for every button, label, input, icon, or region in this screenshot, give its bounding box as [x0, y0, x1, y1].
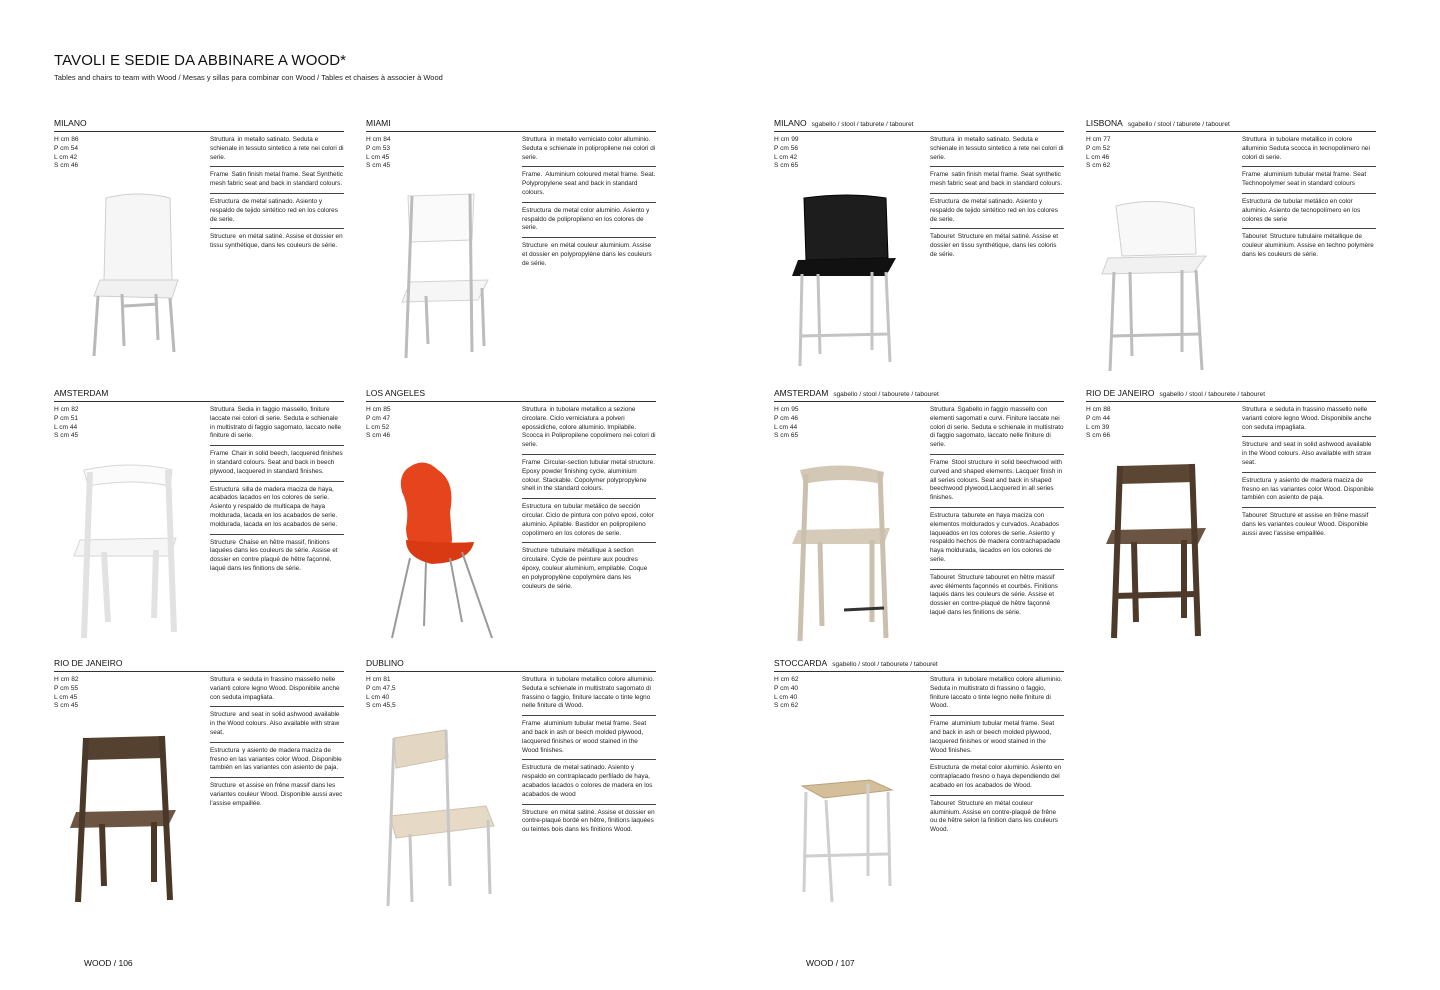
product-card — [1086, 388, 1376, 643]
description-text: de metal satinado. Asiento y respaldo de tejido sintético red en los colores de serie. — [210, 197, 338, 223]
product-card — [774, 118, 1064, 373]
product-card — [1086, 118, 1376, 373]
dimension-row: L cm 45 — [366, 153, 390, 161]
description-label: Structure — [522, 242, 548, 250]
description-label: Structure — [210, 233, 236, 241]
description-label: Estructura — [522, 764, 552, 772]
description-label: Struttura — [522, 136, 547, 143]
product-photo — [366, 716, 516, 911]
product-name — [1086, 388, 1265, 398]
dimension-row: L cm 44 — [774, 423, 798, 431]
description-text: de metal color aluminio. Asiento en contraplacado fresno o haya dependiendo del acabado en los acabados de Wood. — [930, 764, 1062, 789]
description-block — [1242, 406, 1376, 437]
product-name — [54, 388, 108, 398]
description-text: aluminium tubular metal frame. Seat and back in ash or beech molded plywood, lacquered finishes or wood stained in the Wood finishes. — [522, 720, 647, 754]
description-block — [210, 233, 344, 255]
product-type-subtitle: sgabello / stool / tabourete / tabouret — [832, 661, 938, 668]
description-block — [930, 233, 1064, 263]
description-text: Chair in solid beech, lacquered finishes in standard colours. Seat and back in beech plywood, lacquered in standard finishes. — [210, 450, 343, 475]
description-text: y asiento de madera maciza de fresno en las variantes color Wood. Disponible también con asiento de paja. — [1242, 476, 1374, 502]
dimension-row: S cm 65 — [774, 432, 799, 440]
description-block — [930, 676, 1064, 716]
description-label: Structure — [210, 538, 236, 546]
dimensions-list — [54, 676, 79, 711]
dimensions-list — [774, 406, 799, 441]
dimension-row: S cm 45 — [54, 702, 79, 710]
description-text: satin finish metal frame. Seat synthetic mesh fabric seat and back in standard colours. — [930, 171, 1063, 188]
product-name-text: AMSTERDAM — [774, 388, 829, 398]
dimension-row: P cm 47,5 — [366, 684, 396, 692]
description-block — [930, 198, 1064, 229]
description-text: Sgabello in faggio massello con elementi sagomati e curvi. Finiture laccate nei colori di serie. Seduta e schienale in multistrato di faggio sagomato, laccato nelle finiture di serie. — [930, 406, 1064, 449]
product-photo — [366, 176, 516, 371]
description-text: Circular-section tubular metal structure. Epoxy powder finishing cycle, aluminium colour. Stackable. Copolymer polypropylene shell in the standard colours. — [522, 458, 655, 493]
description-label: Structure — [210, 711, 236, 719]
product-name — [54, 118, 87, 128]
product-name-text: MILANO — [774, 118, 807, 128]
product-photo — [1086, 176, 1236, 371]
description-label: Estructura — [930, 511, 960, 519]
description-label: Tabouret — [930, 233, 955, 241]
dimension-row: L cm 42 — [774, 153, 798, 161]
dimension-row: H cm 82 — [54, 676, 79, 683]
description-column — [210, 136, 344, 259]
description-block — [1242, 441, 1376, 472]
folio-right: WOOD / 107 — [806, 958, 855, 968]
description-block — [522, 547, 656, 595]
dimensions-list — [366, 136, 391, 171]
description-text: en métal couleur aluminium. Assise et dossier en polypropylène dans les couleurs de série. — [522, 242, 652, 267]
description-label: Estructura — [1242, 476, 1272, 484]
dimension-row: S cm 45 — [366, 162, 391, 170]
product-card — [774, 658, 1064, 913]
description-block — [930, 720, 1064, 760]
description-label: Tabouret — [1242, 512, 1267, 520]
product-name — [774, 388, 939, 398]
description-block — [210, 676, 344, 707]
product-photo — [54, 176, 204, 371]
description-block — [522, 406, 656, 455]
description-text: Aluminium coloured metal frame. Seat. Polypropylene seat and back in standard colours. — [522, 171, 656, 196]
dimension-row: P cm 54 — [54, 144, 79, 152]
dimension-row: H cm 95 — [774, 406, 799, 413]
divider — [774, 401, 1064, 402]
description-block — [210, 747, 344, 778]
description-column — [522, 406, 656, 599]
product-name — [366, 658, 404, 668]
dimension-row: L cm 40 — [366, 693, 390, 701]
description-label: Frame — [210, 171, 229, 179]
product-photo — [774, 176, 924, 371]
product-photo — [774, 446, 924, 641]
description-text: Sedia in faggio massello, finiture laccate nei colori di serie. Seduta e schienale in multistrato di faggio sagomato, laccato nelle finiture di serie. — [210, 406, 342, 440]
description-text: and seat in solid ashwood available in the Wood colours. Also available with straw seat. — [210, 711, 340, 736]
description-text: et assise en frêne massif dans les variantes couleur Wood. Disponible aussi avec l'assise empaillée. — [210, 782, 343, 807]
description-column — [522, 676, 656, 843]
description-text: tubulaire métallique à section circulaire. Cycle de peinture aux poudres époxy, couleur aluminium, empilable. Coque en polypropylène copolymère dans les couleurs de série. — [522, 547, 648, 590]
description-text: y asiento de madera maciza de fresno en las variantes color Wood. Disponible también en las variantes con asiento de paja. — [210, 746, 342, 772]
description-text: in metallo verniciato color alluminio. Seduta e schienale in polipropilene nei colori di serie. — [522, 136, 656, 161]
description-label: Frame — [930, 720, 949, 728]
product-card — [366, 658, 656, 913]
description-text: in tubolare metallico colore alluminio. Seduta e schienale in multistrato sagomato di frassino o faggio, finiture laccate o tinte legno nelle finiture di Wood. — [522, 676, 655, 710]
product-name — [774, 118, 914, 128]
dimension-row: H cm 99 — [774, 136, 799, 143]
description-text: in metallo satinato. Seduta e schienale in tessuto sintetico a rete nei colori di serie. — [930, 136, 1064, 161]
description-block — [1242, 136, 1376, 167]
product-type-subtitle: sgabello / stool / taburete / tabouret — [811, 121, 914, 128]
description-label: Struttura — [210, 406, 235, 413]
description-block — [522, 242, 656, 272]
description-text: de metal color aluminio. Asiento y respaldo de polipropileno en los colores de serie. — [522, 206, 650, 232]
dimension-row: L cm 44 — [54, 423, 78, 431]
dimension-row: S cm 65 — [774, 162, 799, 170]
description-column — [1242, 406, 1376, 547]
divider — [366, 401, 656, 402]
description-block — [210, 198, 344, 229]
dimension-row: L cm 52 — [366, 423, 390, 431]
description-block — [1242, 198, 1376, 229]
dimension-row: S cm 46 — [54, 162, 79, 170]
description-label: Estructura — [210, 746, 240, 754]
folio-left: WOOD / 106 — [84, 958, 133, 968]
dimension-row: S cm 62 — [774, 702, 799, 710]
description-block — [210, 136, 344, 167]
product-name-text: DUBLINO — [366, 658, 404, 668]
dimensions-list — [366, 676, 396, 711]
description-label: Structure — [522, 808, 548, 816]
description-block — [522, 676, 656, 716]
description-text: en tubular metálico de sección circular. Ciclo de pintura con polvo epoxi, color aluminio. Apilable. Bastidor en polipropileno copolímero en los colores de serie. — [522, 503, 654, 537]
description-column — [522, 136, 656, 277]
description-label: Structure — [210, 782, 236, 790]
description-block — [1242, 171, 1376, 194]
description-text: de tubular metálico en color aluminio. Asiento de tecnopolímero en los colores de serie — [1242, 197, 1361, 223]
description-label: Frame — [210, 450, 229, 458]
product-photo — [774, 716, 924, 911]
description-label: Frame — [522, 458, 541, 466]
dimension-row: S cm 46 — [366, 432, 391, 440]
description-block — [930, 459, 1064, 508]
divider — [366, 131, 656, 132]
description-block — [522, 171, 656, 202]
description-label: Structure — [522, 547, 548, 555]
divider — [54, 401, 344, 402]
product-photo — [54, 446, 204, 641]
dimension-row: S cm 45,5 — [366, 702, 396, 710]
description-text: Structure et assise en frêne massif dans les variantes couleur Wood. Disponible aussi avec l'assise empaillée. — [1242, 512, 1369, 537]
dimension-row: L cm 45 — [54, 693, 78, 701]
divider — [774, 131, 1064, 132]
description-text: Chaise en hêtre massif, finitions laquées dans les couleurs de série. Assise et dossier en contre plaqué de hêtre façonné, laqué dans les finitions de série. — [210, 538, 338, 572]
dimension-row: H cm 84 — [366, 136, 391, 143]
product-photo — [1086, 446, 1236, 641]
description-block — [1242, 233, 1376, 263]
description-label: Estructura — [210, 197, 240, 205]
product-card — [54, 118, 344, 373]
description-text: Structure en métal couleur aluminium. Assise en contre-plaqué de frêne ou de hêtre selon la finition dans les couleurs Wood. — [930, 799, 1058, 834]
description-block — [522, 720, 656, 760]
divider — [1086, 131, 1376, 132]
description-label: Estructura — [930, 197, 960, 205]
dimensions-list — [1086, 136, 1111, 171]
description-block — [522, 136, 656, 167]
description-text: e seduta in frassino massello nelle varianti colore legno Wood. Disponibile anche con seduta impagliata. — [210, 676, 340, 701]
product-type-subtitle: sgabello / stool / tabourete / tabouret — [1159, 391, 1265, 398]
dimension-row: P cm 46 — [774, 414, 799, 422]
description-label: Struttura — [522, 676, 547, 683]
description-block — [210, 171, 344, 194]
dimension-row: S cm 45 — [54, 432, 79, 440]
product-card — [54, 388, 344, 643]
description-block — [210, 711, 344, 742]
description-block — [930, 406, 1064, 455]
description-label: Tabouret — [930, 573, 955, 581]
dimension-row: P cm 44 — [1086, 414, 1111, 422]
description-block — [930, 512, 1064, 570]
description-label: Estructura — [522, 503, 552, 511]
dimension-row: H cm 81 — [366, 676, 391, 683]
description-label: Struttura — [1242, 406, 1267, 413]
description-block — [930, 574, 1064, 622]
description-label: Estructura — [522, 206, 552, 214]
description-label: Struttura — [210, 136, 235, 143]
dimension-row: H cm 82 — [54, 406, 79, 413]
dimensions-list — [54, 406, 79, 441]
dimensions-list — [1086, 406, 1111, 441]
description-column — [930, 136, 1064, 268]
dimension-row: P cm 40 — [774, 684, 799, 692]
description-column — [930, 406, 1064, 626]
description-text: Structure en métal satiné. Assise et dossier en tissu synthétique, dans les coloris de série. — [930, 233, 1059, 258]
description-label: Struttura — [930, 136, 955, 143]
description-text: aluminium tubular metal frame. Seat and back in ash or beech molded plywood, lacquered finishes or wood stained in the Wood finishes. — [930, 720, 1055, 754]
product-card — [54, 658, 344, 913]
description-text: Structure tabouret en hêtre massif avec éléments façonnés et courbés. Finitions laqués dans les couleurs de série. Assise et dossier en contre-plaqué de hêtre façonné laqué dans les finitions de série. — [930, 573, 1058, 616]
product-name — [366, 388, 425, 398]
product-name-text: LOS ANGELES — [366, 388, 426, 398]
product-card — [774, 388, 1064, 643]
dimensions-list — [774, 676, 799, 711]
product-name-text: RIO DE JANEIRO — [1086, 388, 1155, 398]
description-label: Struttura — [930, 406, 955, 413]
description-block — [522, 503, 656, 543]
product-name-text: RIO DE JANEIRO — [54, 658, 123, 668]
description-block — [522, 459, 656, 499]
description-label: Frame. — [522, 171, 543, 179]
dimension-row: P cm 51 — [54, 414, 79, 422]
description-label: Frame — [1242, 171, 1261, 179]
description-label: Tabouret — [930, 799, 955, 807]
divider — [54, 671, 344, 672]
description-label: Struttura — [210, 676, 235, 683]
description-block — [1242, 512, 1376, 542]
description-label: Estructura — [210, 485, 240, 493]
dimension-row: P cm 47 — [366, 414, 391, 422]
page-subtitle: Tables and chairs to team with Wood / Mesas y sillas para combinar con Wood / Tables et chaises à associer à Wood — [54, 73, 443, 82]
description-column — [1242, 136, 1376, 268]
description-label: Estructura — [1242, 197, 1272, 205]
product-name-text: STOCCARDA — [774, 658, 828, 668]
description-text: in tubolare metallico in colore alluminio Seduta scocca in tecnopolimero nei colori di serie. — [1242, 136, 1370, 161]
description-label: Struttura — [1242, 136, 1267, 143]
description-text: aluminium tubular metal frame. Seat Technopolymer seat in standard colours — [1242, 171, 1367, 188]
description-label: Frame — [522, 720, 541, 728]
dimension-row: P cm 55 — [54, 684, 79, 692]
description-text: Stool structure in solid beechwood with curved and shaped elements. Lacquer finish in all series colours. Seat and back in shaped beechwood plywood,Lacquered in all series finishes. — [930, 458, 1063, 502]
product-name — [366, 118, 391, 128]
dimensions-list — [774, 136, 799, 171]
description-block — [522, 809, 656, 839]
description-block — [522, 764, 656, 804]
dimension-row: H cm 88 — [1086, 406, 1111, 413]
description-label: Structure — [1242, 441, 1268, 449]
dimension-row: P cm 52 — [1086, 144, 1111, 152]
dimension-row: H cm 86 — [54, 136, 79, 143]
description-block — [522, 207, 656, 238]
dimension-row: L cm 40 — [774, 693, 798, 701]
description-text: and seat in solid ashwood available in the Wood colours. Also available with straw seat. — [1242, 441, 1372, 466]
description-block — [930, 764, 1064, 795]
dimension-row: H cm 77 — [1086, 136, 1111, 143]
description-label: Struttura — [522, 406, 547, 413]
description-block — [1242, 477, 1376, 508]
dimension-row: L cm 42 — [54, 153, 78, 161]
divider — [366, 671, 656, 672]
product-card — [366, 118, 656, 373]
description-block — [930, 136, 1064, 167]
description-block — [210, 406, 344, 446]
dimension-row: L cm 46 — [1086, 153, 1110, 161]
description-block — [930, 800, 1064, 839]
page-title: TAVOLI E SEDIE DA ABBINARE A WOOD* — [54, 52, 347, 69]
description-text: silla de madera maciza de haya, acabados lacados en los colores de serie. Asiento y respaldo de multicapa de haya moldurada, lacada en los acabados de serie. moldurada, lacada en los acabados de serie. — [210, 485, 338, 528]
description-label: Frame — [930, 171, 949, 179]
dimensions-list — [366, 406, 391, 441]
description-text: Structure tubulaire métallique de couleur aluminium. Assise en techno polymère dans les couleurs de série. — [1242, 233, 1374, 258]
description-block — [210, 486, 344, 535]
description-text: de metal satinado. Asiento y respaldo de tejido sintético red en los colores de serie. — [930, 197, 1058, 223]
dimension-row: S cm 62 — [1086, 162, 1111, 170]
description-column — [930, 676, 1064, 843]
description-text: taburete en haya maciza con elementos moldurados y curvados. Acabados laqueados en los colores de serie. Asiento y respaldo hechos de madera contrachapadade haya moldurada, lacados en los colores de serie. — [930, 511, 1061, 563]
product-type-subtitle: sgabello / stool / taburete / tabouret — [1127, 121, 1230, 128]
product-card — [366, 388, 656, 643]
description-block — [210, 450, 344, 481]
product-name-text: MILANO — [54, 118, 87, 128]
product-photo — [366, 446, 516, 641]
product-name — [54, 658, 122, 668]
dimension-row: S cm 66 — [1086, 432, 1111, 440]
product-type-subtitle: sgabello / stool / tabourete / tabouret — [833, 391, 939, 398]
description-label: Frame — [930, 458, 949, 466]
dimension-row: P cm 56 — [774, 144, 799, 152]
product-name-text: LISBONA — [1086, 118, 1123, 128]
description-block — [930, 171, 1064, 194]
product-name — [1086, 118, 1230, 128]
divider — [54, 131, 344, 132]
dimension-row: L cm 39 — [1086, 423, 1110, 431]
divider — [774, 671, 1064, 672]
description-text: in tubolare metallico colore alluminio. Seduta in multistrato di frassino o faggio, finiture laccato o tinte legno nelle finiture di Wood. — [930, 676, 1063, 710]
dimension-row: H cm 85 — [366, 406, 391, 413]
description-text: en métal satiné. Assise et dossier en contre-plaqué bordé en hêtre, finitions laquées ou teintes bois dans les finitions Wood. — [522, 808, 655, 834]
product-name-text: AMSTERDAM — [54, 388, 109, 398]
divider — [1086, 401, 1376, 402]
dimension-row: H cm 62 — [774, 676, 799, 683]
dimension-row: P cm 53 — [366, 144, 391, 152]
dimensions-list — [54, 136, 79, 171]
description-text: en métal satiné. Assise et dossier en tissu synthétique, dans les couleurs de série. — [210, 233, 343, 250]
description-text: in tubolare metallico a sezione circolare. Ciclo verniciatura a polveri epossidiche, colore alluminio. Impilabile. Scocca in Polipropilene copolimero nei colori di serie. — [522, 406, 656, 449]
description-label: Estructura — [930, 764, 960, 772]
description-text: Satin finish metal frame. Seat Synthetic mesh fabric seat and back in standard colours. — [210, 171, 344, 188]
description-label: Struttura — [930, 676, 955, 683]
product-photo — [54, 716, 204, 911]
description-label: Tabouret — [1242, 233, 1267, 241]
description-block — [210, 539, 344, 578]
description-text: in metallo satinato. Seduta e schienale in tessuto sintetico a rete nei colori di serie. — [210, 136, 344, 161]
description-block — [210, 782, 344, 812]
product-name — [774, 658, 938, 668]
description-text: de metal satinado. Asiento y respaldo en contraplacado perfilado de haya, acabados lacados o colores de madera en los acabados de wood — [522, 764, 653, 798]
description-column — [210, 676, 344, 817]
description-column — [210, 406, 344, 582]
description-text: e seduta in frassino massello nelle varianti colore legno Wood. Disponibile anche con seduta impagliata. — [1242, 406, 1372, 431]
product-name-text: MIAMI — [366, 118, 391, 128]
